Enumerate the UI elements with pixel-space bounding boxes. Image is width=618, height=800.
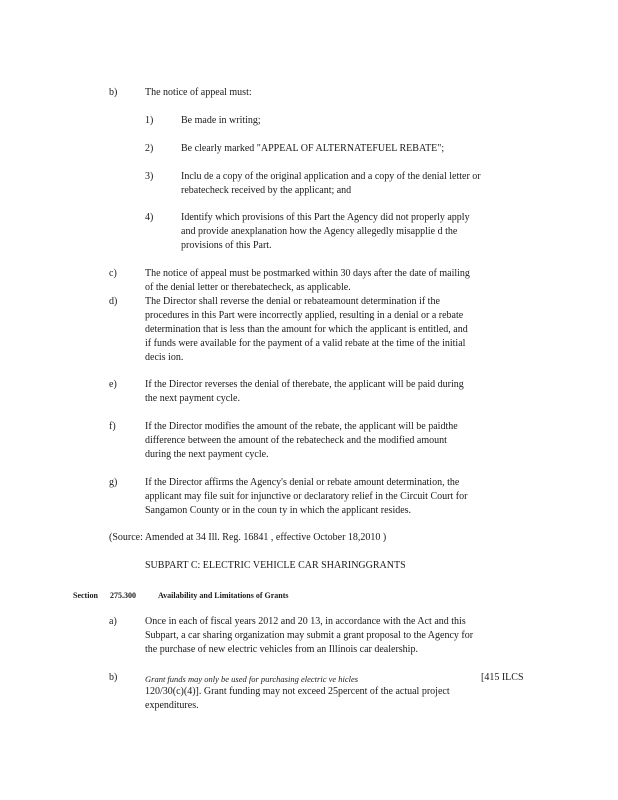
- subpart-heading: SUBPART C: ELECTRIC VEHICLE CAR SHARINGGRANTS: [145, 560, 406, 571]
- source-note: (Source: Amended at 34 Ill. Reg. 16841 , effective October 18,2010 ): [109, 532, 387, 543]
- item-text: Be made in writing;: [181, 115, 261, 126]
- item-number: 4): [145, 212, 154, 223]
- section-line: 120/30(c)(4)]. Grant funding may not exceed 25percent of the actual project: [145, 686, 450, 697]
- section-line: difference between the amount of the rebatecheck and the modified amount: [145, 435, 447, 446]
- section-line: If the Director modifies the amount of the rebate, the applicant will be paidthe: [145, 421, 458, 432]
- section-line: The Director shall reverse the denial or rebateamount determination if the: [145, 296, 440, 307]
- section-label: c): [109, 268, 117, 279]
- section-label: g): [109, 477, 118, 488]
- section-line: the next payment cycle.: [145, 393, 240, 404]
- item-text-line: and provide anexplanation how the Agency allegedly misapplie d the: [181, 226, 458, 237]
- section-line: Subpart, a car sharing organization may submit a grant proposal to the Agency for: [145, 630, 474, 641]
- section-line: Sangamon County or in the coun ty in which the applicant resides.: [145, 505, 412, 516]
- section-line: applicant may file suit for injunctive or declaratory relief in the Circuit Court for: [145, 491, 468, 502]
- italic-statute-text: Grant funds may only be used for purchasing electric ve hicles: [145, 674, 359, 684]
- section-line: expenditures.: [145, 700, 199, 711]
- section-line: The notice of appeal must be postmarked within 30 days after the date of mailing: [145, 268, 470, 279]
- section-line: Once in each of fiscal years 2012 and 20 13, in accordance with the Act and this: [145, 616, 466, 627]
- section-line: If the Director affirms the Agency's denial or rebate amount determination, the: [145, 477, 460, 488]
- section-text: The notice of appeal must:: [145, 87, 252, 98]
- section-label: d): [109, 296, 118, 307]
- item-number: 3): [145, 171, 154, 182]
- citation-text: [415 ILCS: [481, 672, 524, 683]
- section-line: determination that is less than the amount for which the applicant is entitled, and: [145, 324, 468, 335]
- item-number: 2): [145, 143, 154, 154]
- item-text-line: rebatecheck received by the applicant; and: [181, 185, 352, 196]
- section-line: if funds were available for the payment of a valid rebate at the time of the initial: [145, 338, 466, 349]
- section-prefix: Section: [73, 591, 98, 600]
- section-line: If the Director reverses the denial of therebate, the applicant will be paid during: [145, 379, 464, 390]
- section-label: b): [109, 672, 118, 683]
- item-number: 1): [145, 115, 154, 126]
- section-line: of the denial letter or therebatecheck, as applicable.: [145, 282, 351, 293]
- item-text: Be clearly marked "APPEAL OF ALTERNATEFUEL REBATE";: [181, 143, 445, 154]
- section-label: a): [109, 616, 117, 627]
- section-line: decis ion.: [145, 352, 184, 363]
- section-label: b): [109, 87, 118, 98]
- item-text-line: provisions of this Part.: [181, 240, 272, 251]
- section-line: procedures in this Part were incorrectly applied, resulting in a denial or a rebate: [145, 310, 464, 321]
- section-line: the purchase of new electric vehicles from an Illinois car dealership.: [145, 644, 418, 655]
- section-title: Availability and Limitations of Grants: [158, 591, 289, 600]
- section-number: 275.300: [110, 591, 136, 600]
- item-text-line: Identify which provisions of this Part the Agency did not properly apply: [181, 212, 470, 223]
- item-text-line: Inclu de a copy of the original application and a copy of the denial letter or: [181, 171, 481, 182]
- section-label: e): [109, 379, 117, 390]
- section-line: during the next payment cycle.: [145, 449, 269, 460]
- section-label: f): [109, 421, 116, 432]
